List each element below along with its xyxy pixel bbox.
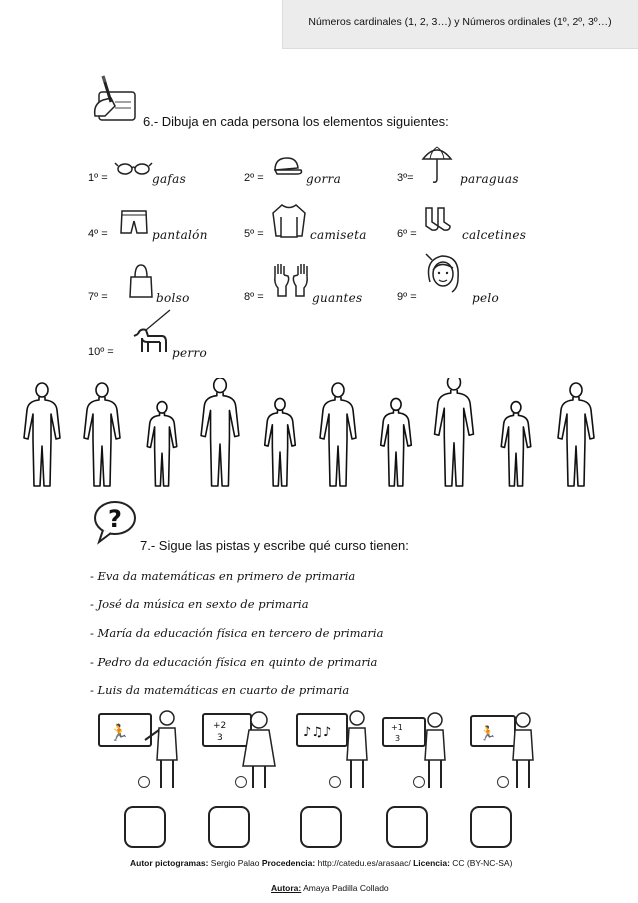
- person-outlines: [20, 378, 620, 490]
- marker-dot: [329, 776, 341, 788]
- answer-box-1[interactable]: [124, 806, 166, 848]
- cap-icon: [271, 156, 303, 178]
- item-label: 8º =: [244, 291, 264, 303]
- item-word: perro: [172, 346, 207, 360]
- svg-text:🏃: 🏃: [479, 726, 497, 742]
- teacher-pictograms: [95, 708, 555, 796]
- item-label: 6º =: [397, 228, 417, 240]
- clue-text: - Eva da matemáticas en primero de primaria: [90, 569, 356, 583]
- answer-box-4[interactable]: [386, 806, 428, 848]
- svg-text:♪♫♪: ♪♫♪: [303, 725, 332, 740]
- writing-hand-icon: [85, 72, 140, 127]
- shirt-icon: [272, 203, 306, 239]
- svg-text:3: 3: [217, 733, 223, 743]
- source-label: Procedencia:: [261, 858, 316, 868]
- person-outline: [320, 383, 356, 486]
- answer-box-3[interactable]: [300, 806, 342, 848]
- item-word: guantes: [312, 291, 363, 305]
- item-label: 3º=: [397, 172, 414, 184]
- gloves-icon: [272, 262, 310, 298]
- dog-icon: [130, 308, 172, 354]
- item-label: 10º =: [88, 346, 114, 358]
- hair-icon: [424, 252, 462, 296]
- author-label: Autor pictogramas:: [130, 858, 209, 868]
- person-outline: [24, 383, 60, 486]
- person-outline: [147, 402, 177, 486]
- svg-text:?: ?: [108, 505, 122, 533]
- clue-text: - José da música en sexto de primaria: [90, 597, 309, 611]
- svg-text:🏃: 🏃: [109, 723, 129, 742]
- source-link[interactable]: http://catedu.es/arasaac/: [317, 858, 411, 868]
- person-outline: [201, 378, 239, 486]
- item-word: pantalón: [152, 228, 208, 242]
- exercise7-title: 7.- Sigue las pistas y escribe qué curso tienen:: [140, 538, 409, 553]
- author-name: Sergio Palao: [210, 858, 260, 868]
- svg-text:+1: +1: [391, 723, 403, 732]
- teacher-board-1: [99, 711, 177, 788]
- person-outline: [435, 378, 474, 486]
- item-label: 5º =: [244, 228, 264, 240]
- authorship-line: [271, 883, 389, 893]
- exercise6-title: 6.- Dibuja en cada persona los elementos siguientes:: [143, 114, 449, 129]
- worksheet-title: Números cardinales (1, 2, 3…) y Números ordinales (1º, 2º, 3º…): [308, 16, 612, 28]
- socks-icon: [422, 206, 454, 234]
- item-word: camiseta: [310, 228, 367, 242]
- item-label: 9º =: [397, 291, 417, 303]
- glasses-icon: [117, 160, 151, 176]
- license-label: Licencia:: [413, 858, 450, 868]
- svg-text:+2: +2: [213, 721, 227, 731]
- by-name: Amaya Padilla Collado: [303, 883, 389, 893]
- item-word: pelo: [472, 291, 500, 305]
- item-word: gorra: [306, 172, 342, 186]
- umbrella-icon: [421, 145, 453, 185]
- question-bubble-icon: [93, 500, 137, 544]
- person-outline: [381, 398, 412, 486]
- item-word: gafas: [152, 172, 187, 186]
- svg-text:3: 3: [395, 734, 401, 743]
- answer-box-5[interactable]: [470, 806, 512, 848]
- item-word: bolso: [156, 291, 190, 305]
- clue-text: - María da educación física en tercero de primaria: [90, 626, 384, 640]
- credits-line: [130, 858, 512, 868]
- person-outline: [265, 398, 296, 486]
- answer-box-2[interactable]: [208, 806, 250, 848]
- shorts-icon: [120, 209, 148, 237]
- marker-dot: [235, 776, 247, 788]
- item-label: 1º =: [88, 172, 108, 184]
- license-value: CC (BY-NC-SA): [452, 858, 513, 868]
- item-label: 4º =: [88, 228, 108, 240]
- person-outline: [501, 402, 531, 486]
- bag-icon: [128, 263, 154, 299]
- item-label: 7º =: [88, 291, 108, 303]
- person-outline: [84, 383, 120, 486]
- item-word: calcetines: [462, 228, 527, 242]
- clue-text: - Pedro da educación física en quinto de primaria: [90, 655, 378, 669]
- by-label: Autora:: [271, 883, 302, 893]
- marker-dot: [413, 776, 425, 788]
- marker-dot: [138, 776, 150, 788]
- marker-dot: [497, 776, 509, 788]
- item-word: paraguas: [460, 172, 519, 186]
- clue-text: - Luis da matemáticas en cuarto de primaria: [90, 683, 350, 697]
- item-label: 2º =: [244, 172, 264, 184]
- person-outline: [558, 383, 594, 486]
